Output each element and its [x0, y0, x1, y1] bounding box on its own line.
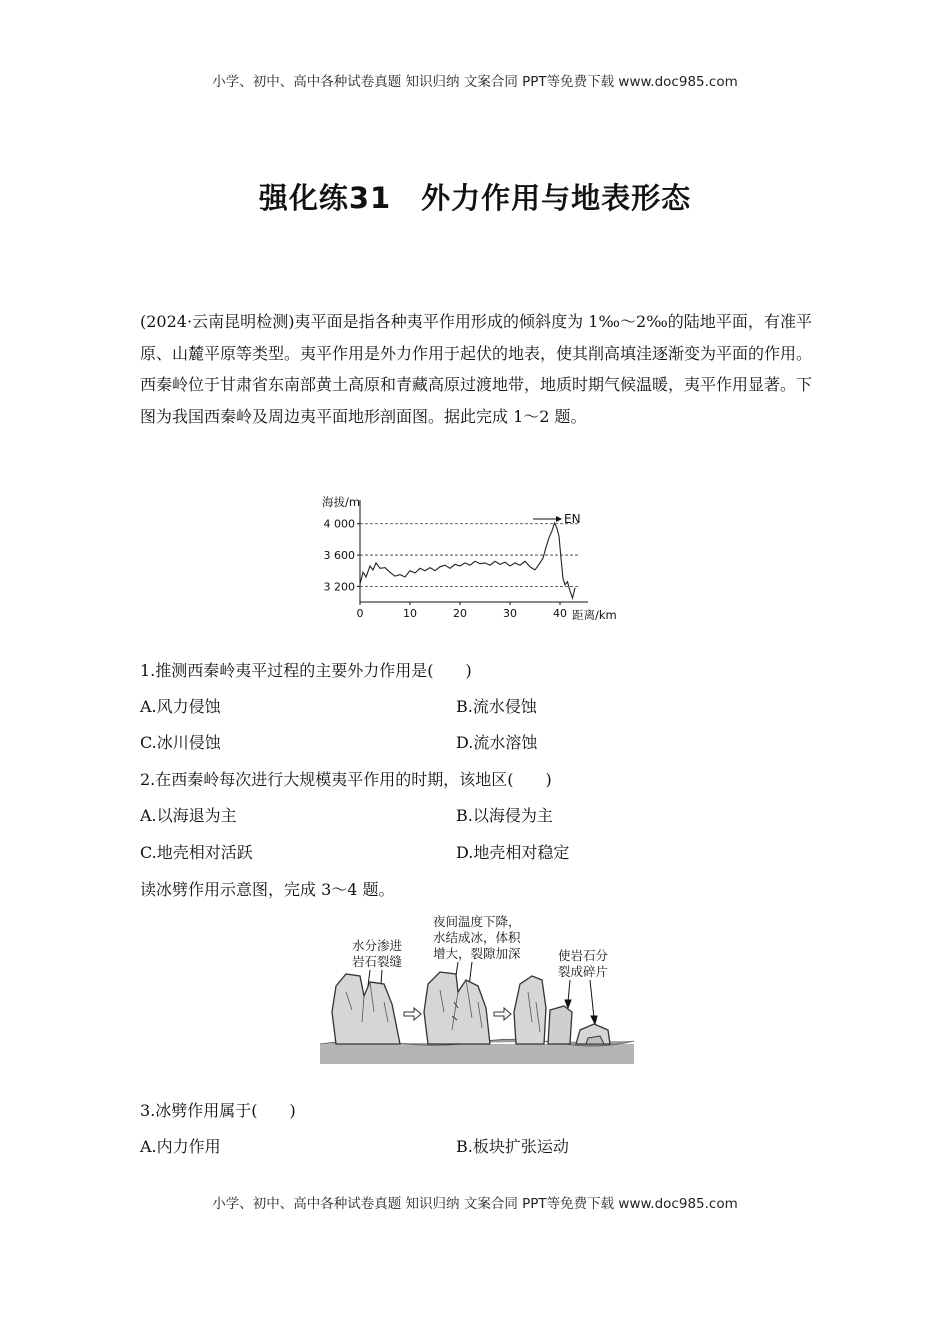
question-2-option-a[interactable]: A.以海退为主	[140, 806, 237, 825]
diagram-label-1a: 水分渗进	[352, 938, 403, 953]
page-header: 小学、初中、高中各种试卷真题 知识归纳 文案合同 PPT等免费下载 www.doc985.com	[212, 74, 738, 90]
y-tick-label: 3 600	[323, 549, 355, 563]
question-1-option-a[interactable]: A.风力侵蚀	[140, 697, 221, 716]
direction-arrowhead	[556, 516, 562, 522]
question-3-stem: 3.冰劈作用属于( )	[140, 1101, 296, 1120]
frost-wedging-diagram	[318, 912, 636, 1068]
y-tick-label: 3 200	[323, 580, 355, 594]
profile-line	[360, 523, 575, 598]
x-tick-label: 30	[503, 607, 517, 620]
x-tick-label: 10	[403, 607, 417, 620]
rock-stage-1	[332, 974, 400, 1044]
question-2-option-c[interactable]: C.地壳相对活跃	[140, 843, 253, 862]
diagram-ground	[320, 1044, 634, 1064]
question-1-option-d[interactable]: D.流水溶蚀	[456, 733, 538, 752]
y-tick-label: 4 000	[323, 517, 355, 531]
diagram-label-2b: 水结成冰，体积	[433, 930, 521, 945]
terrain-profile-chart	[318, 490, 638, 620]
question-2-option-b[interactable]: B.以海侵为主	[456, 806, 553, 825]
section2-intro: 读冰劈作用示意图，完成 3～4 题。	[140, 880, 395, 899]
diagram-label-3b: 裂成碎片	[558, 964, 609, 979]
diagram-label-2c: 增大，裂隙加深	[433, 946, 521, 961]
y-axis-label: 海拔/m	[322, 495, 361, 509]
question-2-option-d[interactable]: D.地壳相对稳定	[456, 843, 570, 862]
diagram-label-1b: 岩石裂缝	[352, 954, 403, 969]
question-3-option-a[interactable]: A.内力作用	[140, 1137, 221, 1156]
question-3-option-b[interactable]: B.板块扩张运动	[456, 1137, 569, 1156]
question-1-option-b[interactable]: B.流水侵蚀	[456, 697, 537, 716]
x-tick-label: 20	[453, 607, 467, 620]
question-1-option-c[interactable]: C.冰川侵蚀	[140, 733, 221, 752]
diagram-label-2a: 夜间温度下降，	[433, 914, 521, 929]
intro-paragraph: (2024·云南昆明检测)夷平面是指各种夷平作用形成的倾斜度为 1‰～2‰的陆地平面，有准平原、山麓平原等类型。夷平作用是外力作用于起伏的地表，使其削高填洼逐渐变为平面的作用。西秦岭位于甘肃省东南部黄土高原和青藏高原过渡地带，地质时期气候温暖，夷平作用显著。下图为我国西秦岭及周边夷平面地形剖面图。据此完成 1～2 题。	[140, 312, 813, 426]
x-tick-label: 0	[356, 607, 364, 620]
question-1-stem: 1.推测西秦岭夷平过程的主要外力作用是( )	[140, 661, 472, 680]
x-axis-label: 距离/km	[572, 608, 617, 620]
page-footer: 小学、初中、高中各种试卷真题 知识归纳 文案合同 PPT等免费下载 www.doc985.com	[212, 1196, 738, 1212]
stage-arrow-1	[404, 1008, 421, 1020]
stage-arrow-2	[494, 1008, 511, 1020]
question-2-stem: 2.在西秦岭每次进行大规模夷平作用的时期，该地区( )	[140, 770, 552, 789]
x-tick-label: 40	[553, 607, 567, 620]
rock-stage-2	[424, 972, 490, 1044]
page-title: 强化练31 外力作用与地表形态	[258, 181, 692, 215]
diagram-label-3a: 使岩石分	[558, 948, 609, 963]
rock-stage-3	[514, 976, 610, 1044]
direction-label: EN	[564, 512, 581, 527]
